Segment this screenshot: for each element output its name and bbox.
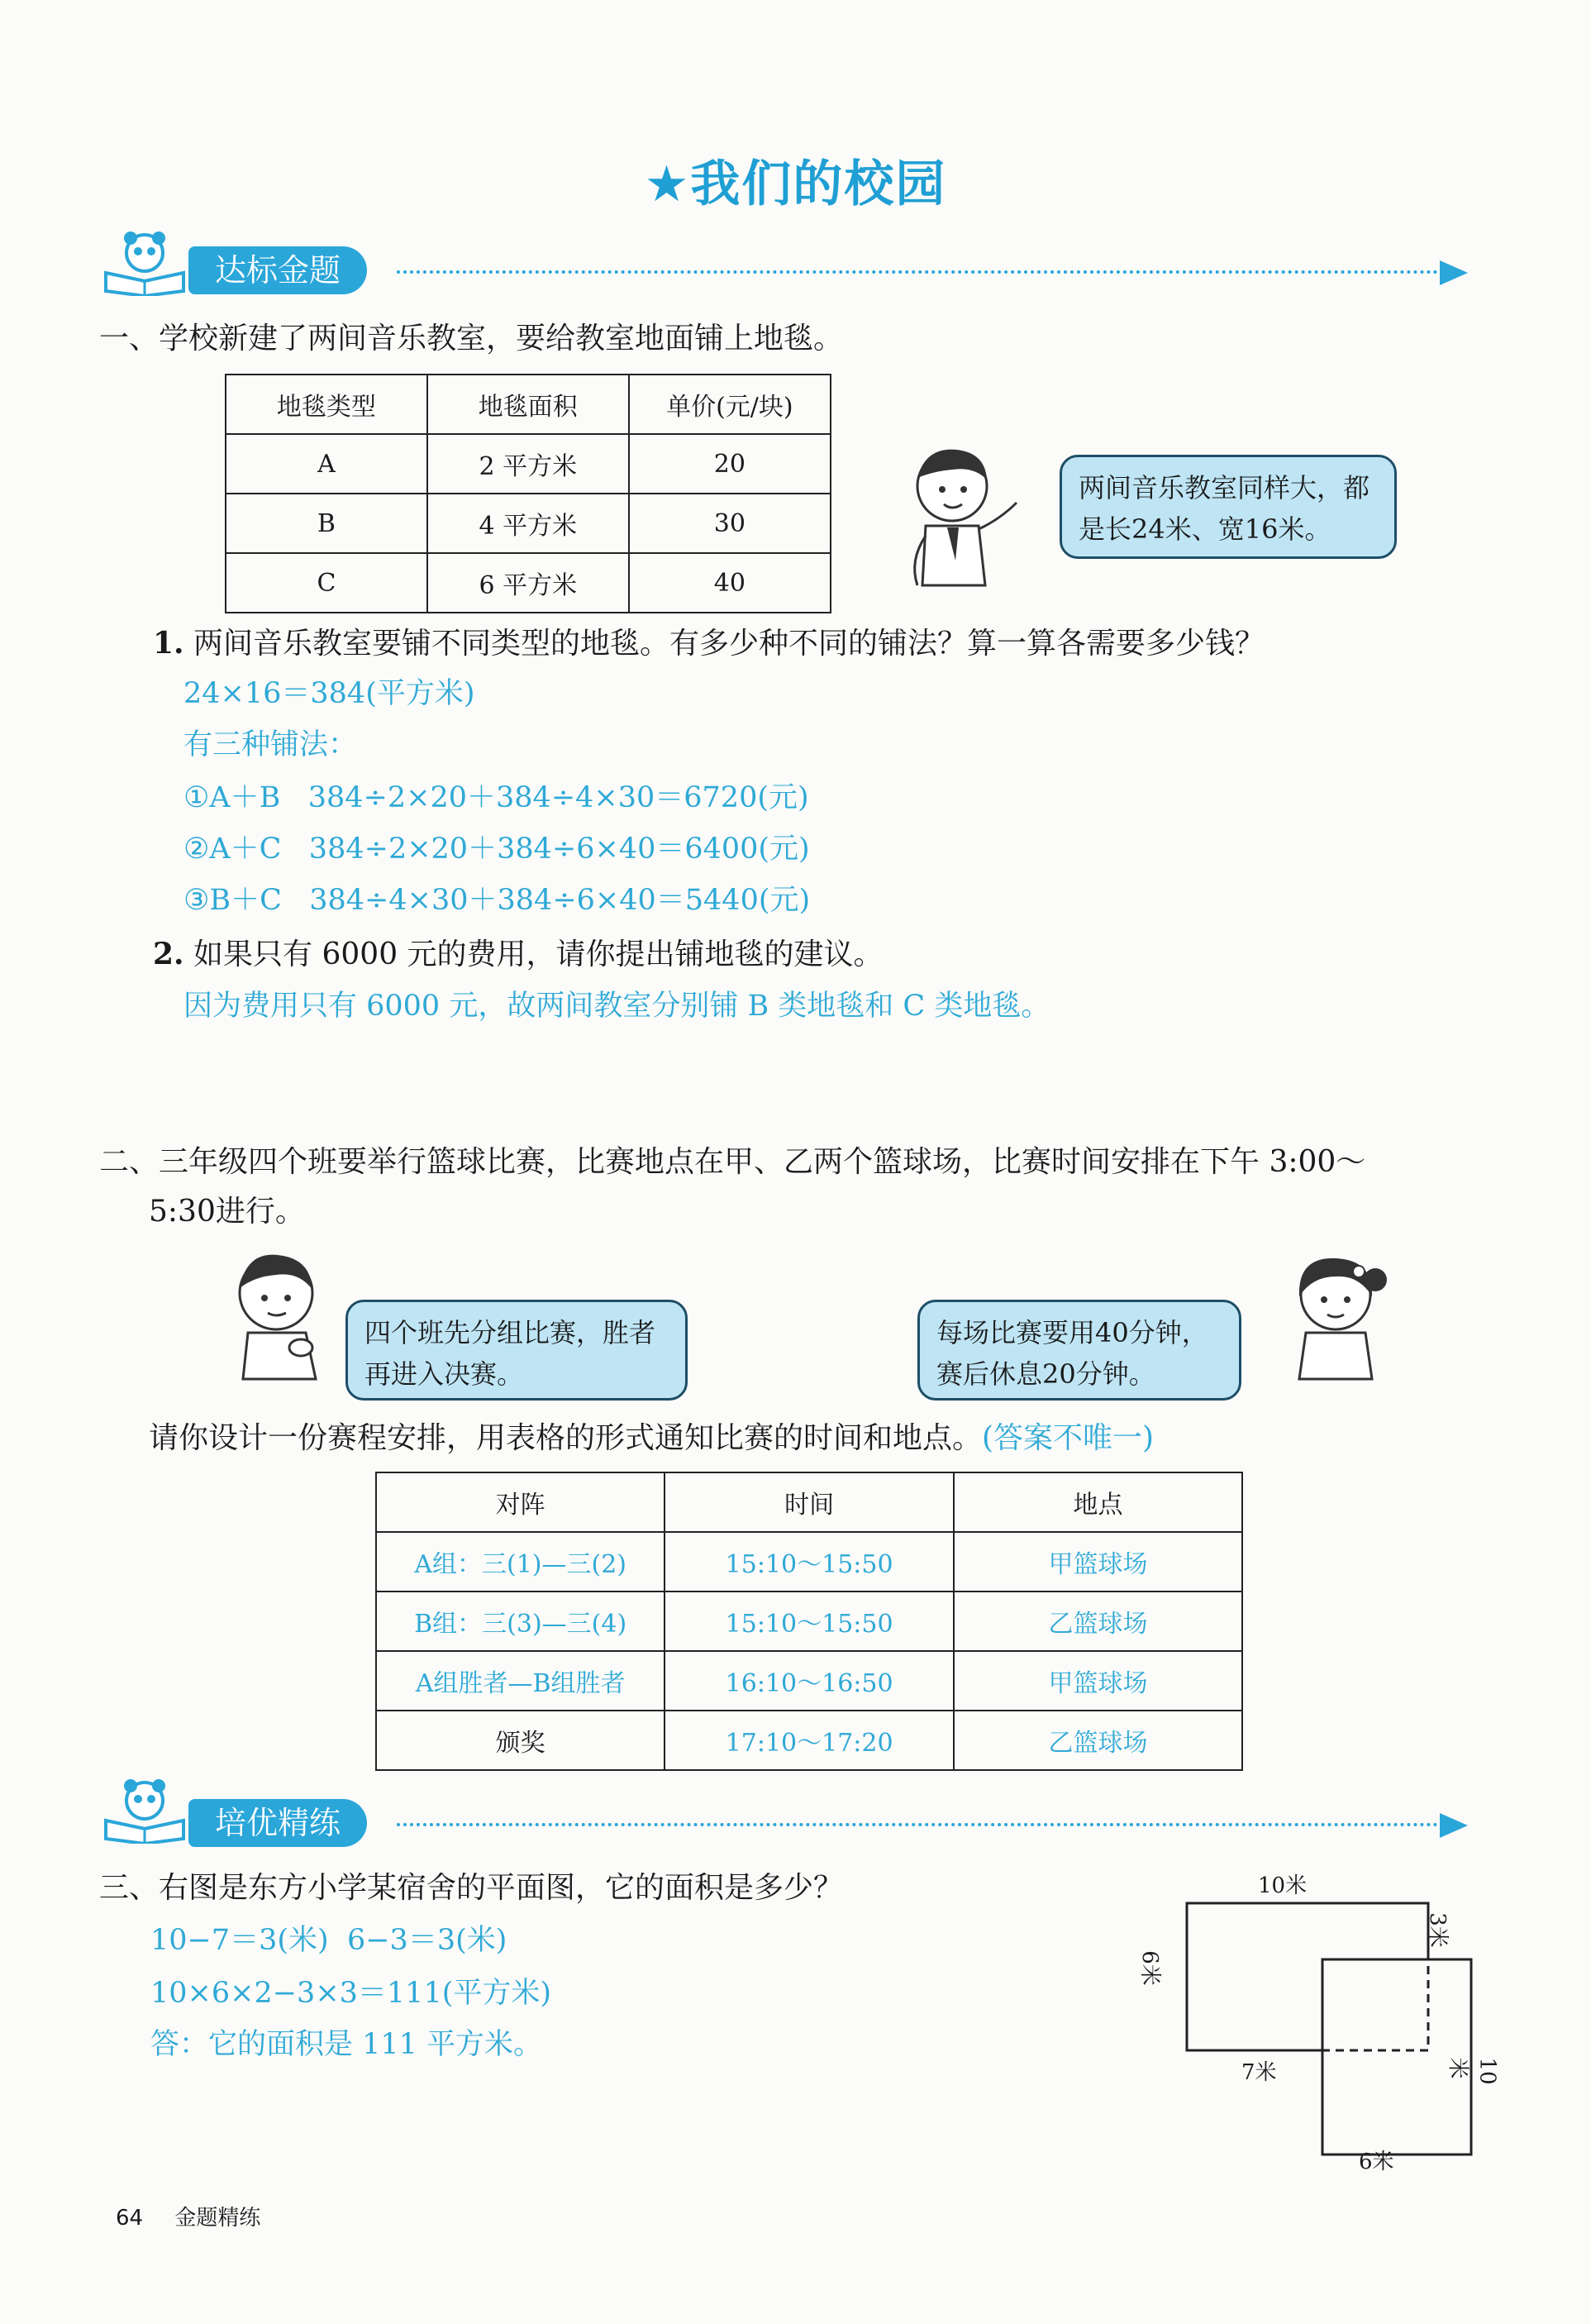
- section-divider: [397, 1823, 1438, 1826]
- table-cell: C: [226, 553, 427, 613]
- table-cell: 4 平方米: [427, 494, 629, 553]
- table-cell: 6 平方米: [427, 553, 629, 613]
- table-cell: 乙篮球场: [954, 1591, 1242, 1651]
- carpet-table: [225, 374, 831, 613]
- table-cell: 40: [629, 553, 831, 613]
- arrow-right-icon: [1440, 1813, 1468, 1838]
- boy-thinking-icon: [223, 1247, 339, 1387]
- table-cell: B: [226, 494, 427, 553]
- speech-bubble-left: 四个班先分组比赛，胜者再进入决赛。: [345, 1300, 688, 1401]
- answer-line: 因为费用只有 6000 元，故两间教室分别铺 B 类地毯和 C 类地毯。: [183, 990, 1050, 1023]
- page-title: ★我们的校园: [644, 155, 947, 213]
- table-cell: A组胜者—B组胜者: [376, 1651, 665, 1711]
- figure-label: 10米: [1258, 1873, 1308, 1898]
- table-row: [226, 494, 831, 553]
- sub-question-number: 2.: [153, 937, 184, 971]
- table-cell: 乙篮球场: [954, 1711, 1242, 1770]
- page-number: 64: [116, 2206, 144, 2231]
- figure-label: 3米: [1424, 1912, 1450, 1948]
- table-cell: 16:10～16:50: [665, 1651, 954, 1711]
- table-cell: A: [226, 434, 427, 494]
- sub-question-2-text: 如果只有 6000 元的费用，请你提出铺地毯的建议。: [193, 938, 884, 971]
- table-header: 对阵: [376, 1472, 665, 1532]
- figure-label: 7米: [1241, 2060, 1277, 2085]
- table-header: 时间: [665, 1472, 954, 1532]
- figure-label: 6米: [1359, 2150, 1394, 2174]
- answer-line: 10×6×2−3×3＝111(平方米): [150, 1977, 552, 2010]
- answer-note: (答案不唯一): [982, 1421, 1155, 1455]
- table-header: 地毯面积: [427, 375, 629, 434]
- table-cell: 20: [629, 434, 831, 494]
- sub-question-1-text: 两间音乐教室要铺不同类型的地毯。有多少种不同的铺法？算一算各需要多少钱？: [193, 627, 1265, 661]
- figure-label: 6米: [1136, 1950, 1162, 1986]
- table-cell: 甲篮球场: [954, 1651, 1242, 1711]
- question-2-stem-line1: 二、三年级四个班要举行篮球比赛，比赛地点在甲、乙两个篮球场，比赛时间安排在下午 3:00～: [99, 1145, 1366, 1179]
- table-header-row: [226, 375, 831, 434]
- girl-illustration-icon: [1273, 1247, 1397, 1387]
- panda-book-icon: [99, 1778, 190, 1844]
- table-header-row: [376, 1472, 1242, 1532]
- answer-line: 有三种铺法：: [183, 728, 358, 761]
- figure-label: 10米: [1445, 2057, 1500, 2085]
- question-3-stem: 三、右图是东方小学某宿舍的平面图，它的面积是多少？: [99, 1871, 844, 1905]
- arrow-right-icon: [1440, 260, 1468, 285]
- answer-line: 24×16＝384(平方米): [183, 677, 475, 710]
- question-2-prompt: 请你设计一份赛程安排，用表格的形式通知比赛的时间和地点。: [149, 1421, 983, 1455]
- speech-bubble-right: 每场比赛要用40分钟，赛后休息20分钟。: [917, 1300, 1241, 1401]
- table-row: [376, 1591, 1242, 1651]
- table-cell: 15:10～15:50: [665, 1591, 954, 1651]
- section-badge-advanced: 培优精练: [188, 1799, 367, 1847]
- table-row: [376, 1711, 1242, 1770]
- answer-line: ③B＋C 384÷4×30＋384÷6×40＝5440(元): [183, 884, 811, 917]
- table-row: [376, 1651, 1242, 1711]
- section-divider: [397, 270, 1438, 274]
- floor-plan-figure: [1136, 1860, 1500, 2174]
- table-cell: 2 平方米: [427, 434, 629, 494]
- question-2-stem-line2: 5:30进行。: [149, 1195, 305, 1229]
- panda-book-icon: [99, 230, 190, 296]
- answer-line: ①A＋B 384÷2×20＋384÷4×30＝6720(元): [183, 781, 809, 814]
- table-cell: 甲篮球场: [954, 1532, 1242, 1591]
- speech-bubble: 两间音乐教室同样大，都是长24米、宽16米。: [1060, 455, 1397, 559]
- table-cell: A组：三(1)—三(2): [376, 1532, 665, 1591]
- table-header: 单价(元/块): [629, 375, 831, 434]
- table-cell: 17:10～17:20: [665, 1711, 954, 1770]
- book-name: 金题精练: [174, 2206, 261, 2231]
- table-row: [226, 434, 831, 494]
- table-cell: 30: [629, 494, 831, 553]
- table-header: 地点: [954, 1472, 1242, 1532]
- table-cell: 颁奖: [376, 1711, 665, 1770]
- answer-line: 10−7＝3(米) 6−3＝3(米): [150, 1924, 507, 1957]
- answer-line: ②A＋C 384÷2×20＋384÷6×40＝6400(元): [183, 833, 810, 866]
- section-badge-basic: 达标金题: [188, 246, 367, 294]
- boy-illustration-icon: [893, 437, 1025, 602]
- table-row: [226, 553, 831, 613]
- schedule-table: [375, 1472, 1243, 1771]
- sub-question-number: 1.: [153, 626, 184, 661]
- table-cell: 15:10～15:50: [665, 1532, 954, 1591]
- table-row: [376, 1532, 1242, 1591]
- question-1-stem: 一、学校新建了两间音乐教室，要给教室地面铺上地毯。: [99, 322, 844, 356]
- table-cell: B组：三(3)—三(4): [376, 1591, 665, 1651]
- table-header: 地毯类型: [226, 375, 427, 434]
- answer-line: 答：它的面积是 111 平方米。: [150, 2028, 543, 2061]
